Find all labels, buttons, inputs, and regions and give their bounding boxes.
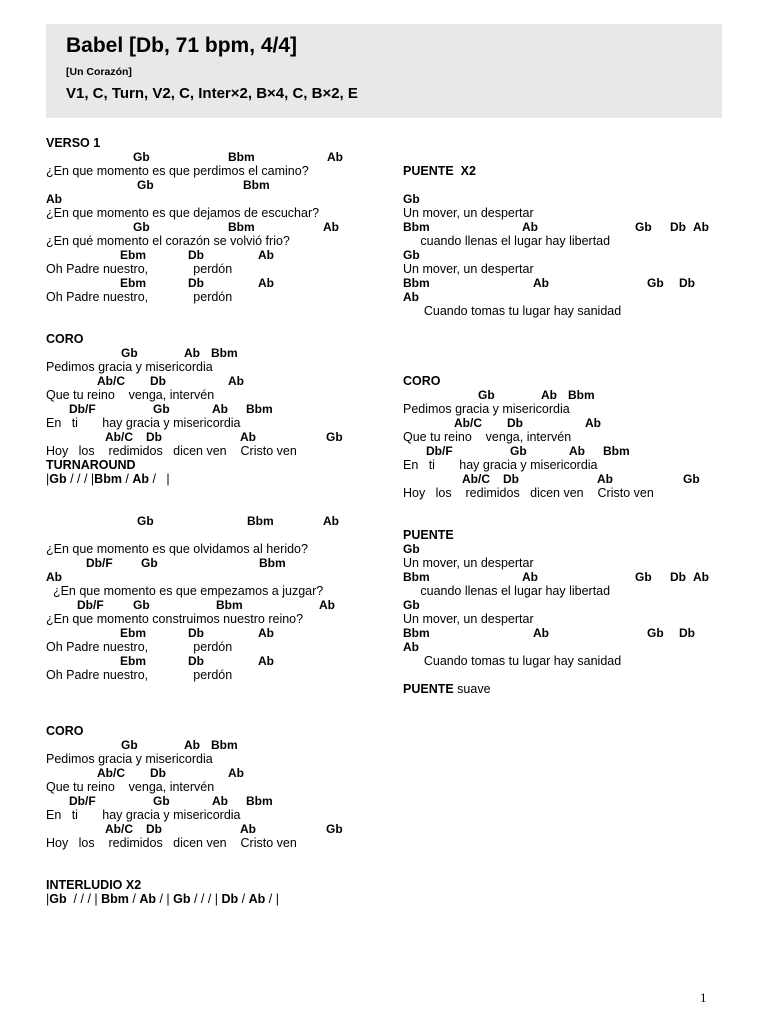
- song-order: V1, C, Turn, V2, C, Inter×2, B×4, C, B×2, E: [66, 85, 358, 102]
- chord-line: [403, 248, 743, 262]
- lyric-line: Un mover, un despertar: [403, 612, 534, 626]
- chord: Gb: [141, 556, 158, 570]
- chord: Bbm: [568, 388, 595, 402]
- lyric-line: Pedimos gracia y misericordia: [46, 360, 213, 374]
- chord-line: [46, 766, 391, 780]
- chord: Bbm: [403, 626, 430, 640]
- chord: Gb: [510, 444, 527, 458]
- lyric-line: Oh Padre nuestro, perdón: [46, 262, 233, 276]
- blank-line: [403, 500, 743, 514]
- chord: Ab: [327, 150, 343, 164]
- chord: Bbm: [228, 220, 255, 234]
- chord: Ab: [212, 794, 228, 808]
- chord-line: [46, 794, 391, 808]
- bar-chord: Gb: [173, 892, 191, 906]
- blank-line: [46, 864, 391, 878]
- bar-separator: / / / |: [66, 472, 95, 486]
- chord: Db/F: [69, 402, 96, 416]
- bar-line: [46, 472, 391, 486]
- left-column: [46, 136, 391, 906]
- chord: Db: [679, 626, 695, 640]
- lyric-line: En ti hay gracia y misericordia: [46, 416, 241, 430]
- lyric-line: Oh Padre nuestro, perdón: [46, 290, 233, 304]
- song-subtitle: [Un Corazón]: [66, 66, 132, 78]
- lyric-line: Oh Padre nuestro, perdón: [46, 640, 233, 654]
- chord: Gb: [635, 220, 652, 234]
- chord: Gb: [403, 598, 420, 612]
- blank-line: [403, 346, 743, 360]
- chord: Ebm: [120, 626, 147, 640]
- chord: Ab: [597, 472, 613, 486]
- blank-line: [46, 500, 391, 514]
- chord: Db: [150, 766, 166, 780]
- blank-line: [46, 710, 391, 724]
- chord: Gb: [121, 346, 138, 360]
- section-heading-bold: PUENTE: [403, 682, 454, 696]
- chord: Gb: [133, 150, 150, 164]
- bar-line: [46, 892, 391, 906]
- chord: Gb: [478, 388, 495, 402]
- lyric-line: Que tu reino venga, intervén: [46, 388, 215, 402]
- chord: Bbm: [216, 598, 243, 612]
- chord: Ebm: [120, 276, 147, 290]
- chord: Ab: [323, 514, 339, 528]
- chord: Ab: [258, 626, 274, 640]
- blank-line: [403, 318, 743, 332]
- chord: Ab: [46, 570, 62, 584]
- section-heading: CORO: [46, 332, 84, 346]
- chord: Ab: [585, 416, 601, 430]
- lyric-line: ¿En que momento es que perdimos el camino?: [46, 164, 309, 178]
- bar-separator: / |: [149, 472, 170, 486]
- chord-line: [403, 290, 743, 304]
- chord-line: [403, 542, 743, 556]
- chord-line: [46, 346, 391, 360]
- chord: Bbm: [403, 276, 430, 290]
- blank-line: [46, 318, 391, 332]
- chord: Db/F: [69, 794, 96, 808]
- right-column: [403, 136, 743, 696]
- bar-separator: /: [128, 892, 140, 906]
- bar-chord: Bbm: [94, 472, 122, 486]
- lyric-line: En ti hay gracia y misericordia: [403, 458, 598, 472]
- chord: Bbm: [403, 570, 430, 584]
- chord-line: [403, 192, 743, 206]
- bar-separator: / / / |: [66, 892, 102, 906]
- chord-line: [46, 248, 391, 262]
- chord: Ab/C: [97, 374, 125, 388]
- bar-chord: Ab: [139, 892, 156, 906]
- chord-line: [46, 150, 391, 164]
- lyric-line: Cuando tomas tu lugar hay sanidad: [403, 304, 622, 318]
- chord: Ab: [403, 290, 419, 304]
- chord: Db/F: [77, 598, 104, 612]
- lyric-line: ¿En que momento construimos nuestro reino?: [46, 612, 304, 626]
- section-heading: CORO: [403, 374, 441, 388]
- lyric-line: Pedimos gracia y misericordia: [403, 402, 570, 416]
- chord: Db: [150, 374, 166, 388]
- blank-line: [403, 178, 743, 192]
- chord: Ab/C: [454, 416, 482, 430]
- lyric-line: ¿En que momento es que empezamos a juzgar?: [46, 584, 324, 598]
- chord: Db: [146, 430, 162, 444]
- chord: Gb: [403, 248, 420, 262]
- chord: Bbm: [403, 220, 430, 234]
- chord: Db: [507, 416, 523, 430]
- chord: Ab: [46, 192, 62, 206]
- lyric-line: Un mover, un despertar: [403, 262, 534, 276]
- chord: Gb: [647, 276, 664, 290]
- chord: Bbm: [246, 794, 273, 808]
- chord: Gb: [647, 626, 664, 640]
- chord-line: [46, 556, 391, 570]
- chord: Bbm: [246, 402, 273, 416]
- chord: Ab/C: [97, 766, 125, 780]
- blank-line: [403, 514, 743, 528]
- lyric-line: cuando llenas el lugar hay libertad: [403, 234, 611, 248]
- chord-line: [403, 444, 743, 458]
- bar-separator: |: [46, 472, 50, 486]
- song-title: Babel [Db, 71 bpm, 4/4]: [66, 34, 298, 57]
- chord: Gb: [326, 430, 343, 444]
- section-heading: [403, 682, 743, 696]
- chord: Ab: [522, 570, 538, 584]
- chord: Ab: [240, 430, 256, 444]
- lyric-line: Hoy los redimidos dicen ven Cristo ven: [46, 444, 297, 458]
- chord: Bbm: [211, 346, 238, 360]
- blank-line: [46, 486, 391, 500]
- bar-separator: /: [121, 472, 133, 486]
- lyric-line: cuando llenas el lugar hay libertad: [403, 584, 611, 598]
- section-heading: VERSO 1: [46, 136, 101, 150]
- chord-line: [46, 374, 391, 388]
- chord-line: [46, 598, 391, 612]
- chord: Db: [503, 472, 519, 486]
- chord-line: [403, 388, 743, 402]
- chord: Db/F: [426, 444, 453, 458]
- chord: Ab: [258, 248, 274, 262]
- chord-line: [46, 738, 391, 752]
- chord: Bbm: [247, 514, 274, 528]
- lyric-line: Hoy los redimidos dicen ven Cristo ven: [46, 836, 297, 850]
- lyric-line: ¿En qué momento el corazón se volvió frio?: [46, 234, 290, 248]
- bar-chord: Ab: [132, 472, 150, 486]
- chord: Gb: [326, 822, 343, 836]
- bar-chord: Bbm: [101, 892, 129, 906]
- chord: Gb: [153, 402, 170, 416]
- page-number: 1: [700, 990, 707, 1005]
- lyric-line: Hoy los redimidos dicen ven Cristo ven: [403, 486, 654, 500]
- lyric-line: Que tu reino venga, intervén: [403, 430, 572, 444]
- blank-line: [403, 360, 743, 374]
- chord: Bbm: [243, 178, 270, 192]
- blank-line: [46, 528, 391, 542]
- blank-line: [403, 136, 743, 150]
- chord: Gb: [121, 738, 138, 752]
- chord: Bbm: [603, 444, 630, 458]
- lyric-line: Cuando tomas tu lugar hay sanidad: [403, 654, 622, 668]
- chord: Ab: [240, 822, 256, 836]
- chord: Ab: [569, 444, 585, 458]
- chord-line: [46, 570, 391, 584]
- chord: Ab/C: [105, 430, 133, 444]
- chord-line: [46, 822, 391, 836]
- chord-line: [46, 220, 391, 234]
- chord-line: [46, 402, 391, 416]
- chord-line: [403, 570, 743, 584]
- blank-line: [46, 850, 391, 864]
- chord: Ab: [184, 346, 200, 360]
- chord: Gb: [683, 472, 700, 486]
- chord-line: [46, 276, 391, 290]
- chord-line: [46, 178, 391, 192]
- chord-line: [403, 598, 743, 612]
- chord: Ab: [184, 738, 200, 752]
- chord: Ab: [228, 766, 244, 780]
- bar-separator: /: [238, 892, 249, 906]
- section-heading: CORO: [46, 724, 84, 738]
- bar-chord: Gb: [49, 472, 67, 486]
- chord-line: [403, 220, 743, 234]
- chord: Db/F: [86, 556, 113, 570]
- chord: Ebm: [120, 248, 147, 262]
- chord: Ab: [403, 640, 419, 654]
- song-header: [46, 24, 722, 118]
- chord: Gb: [635, 570, 652, 584]
- lyric-line: ¿En que momento es que dejamos de escuchar?: [46, 206, 320, 220]
- chord: Db: [146, 822, 162, 836]
- section-heading: INTERLUDIO X2: [46, 878, 142, 892]
- chord: Ab: [258, 654, 274, 668]
- chord-line: [46, 626, 391, 640]
- chord-line: [403, 276, 743, 290]
- blank-line: [403, 668, 743, 682]
- bar-chord: Ab: [248, 892, 266, 906]
- bar-chord: Db: [221, 892, 239, 906]
- chord: Ab: [258, 276, 274, 290]
- bar-separator: / |: [156, 892, 174, 906]
- chord-line: [403, 416, 743, 430]
- chord: Ab: [522, 220, 538, 234]
- chord: Ab: [693, 220, 709, 234]
- chord-line: [46, 430, 391, 444]
- chord: Ab: [228, 374, 244, 388]
- blank-line: [46, 696, 391, 710]
- chord: Ab: [533, 626, 549, 640]
- section-heading: PUENTE X2: [403, 164, 476, 178]
- chord: Db: [670, 570, 686, 584]
- chord: Bbm: [228, 150, 255, 164]
- chord: Db: [188, 626, 204, 640]
- chord: Db: [188, 276, 204, 290]
- chord-line: [46, 514, 391, 528]
- lyric-line: Un mover, un despertar: [403, 206, 534, 220]
- chord: Gb: [403, 192, 420, 206]
- lyric-line: Oh Padre nuestro, perdón: [46, 668, 233, 682]
- chord: Ab: [323, 220, 339, 234]
- blank-line: [46, 682, 391, 696]
- chord: Gb: [133, 598, 150, 612]
- chord-line: [46, 654, 391, 668]
- bar-chord: Gb: [49, 892, 67, 906]
- chord: Ebm: [120, 654, 147, 668]
- section-heading-note: suave: [453, 682, 491, 696]
- bar-separator: / / / |: [190, 892, 222, 906]
- chord: Gb: [153, 794, 170, 808]
- lyric-line: Que tu reino venga, intervén: [46, 780, 215, 794]
- chord: Db: [188, 654, 204, 668]
- chord: Db: [679, 276, 695, 290]
- chord-line: [403, 640, 743, 654]
- lyric-line: Pedimos gracia y misericordia: [46, 752, 213, 766]
- chord-line: [403, 472, 743, 486]
- blank-line: [46, 304, 391, 318]
- chord: Gb: [137, 514, 154, 528]
- chord-line: [46, 192, 391, 206]
- chord: Ab: [693, 570, 709, 584]
- chord: Ab/C: [462, 472, 490, 486]
- lyric-line: Un mover, un despertar: [403, 556, 534, 570]
- chord: Db: [670, 220, 686, 234]
- chord-line: [403, 626, 743, 640]
- chord: Gb: [403, 542, 420, 556]
- chord: Db: [188, 248, 204, 262]
- chord: Ab: [533, 276, 549, 290]
- chord: Bbm: [211, 738, 238, 752]
- chord: Gb: [133, 220, 150, 234]
- lyric-line: ¿En que momento es que olvidamos al herido?: [46, 542, 308, 556]
- blank-line: [403, 332, 743, 346]
- bar-separator: / |: [265, 892, 279, 906]
- chord: Ab: [319, 598, 335, 612]
- chord: Gb: [137, 178, 154, 192]
- chord: Ab: [212, 402, 228, 416]
- section-heading: PUENTE: [403, 528, 454, 542]
- lyric-line: En ti hay gracia y misericordia: [46, 808, 241, 822]
- chord: Ab: [541, 388, 557, 402]
- bar-separator: |: [46, 892, 50, 906]
- section-heading: TURNAROUND: [46, 458, 136, 472]
- chord: Ab/C: [105, 822, 133, 836]
- chord: Bbm: [259, 556, 286, 570]
- blank-line: [403, 150, 743, 164]
